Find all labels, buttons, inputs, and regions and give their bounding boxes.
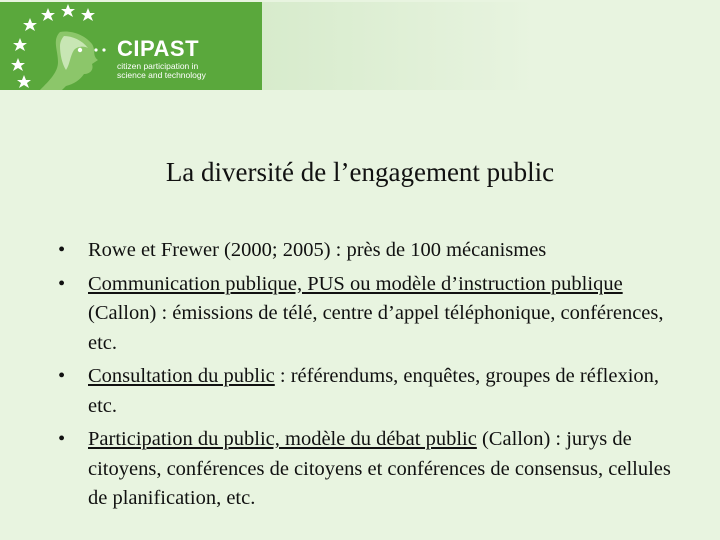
bullet-item	[58, 425, 678, 514]
bullet-underlined-term: Consultation du public	[88, 365, 275, 387]
bullet-text: (Callon) : jurys de citoyens, conférences de citoyens et conférences de consensus, cellules de planification, etc.	[88, 428, 671, 509]
brand-logo	[117, 38, 207, 80]
face-profile-icon	[40, 32, 106, 91]
bullet-text: : référendums, enquêtes, groupes de réflexion, etc.	[88, 365, 660, 417]
bullet-dot: •	[58, 239, 66, 261]
bullet-dot: •	[58, 272, 66, 295]
bullet-underlined-term: Participation du public, modèle du débat public	[88, 428, 477, 450]
bullet-text: (Callon) : émissions de télé, centre d’appel téléphonique, conférences, etc.	[88, 302, 664, 354]
slide-title: La diversité de l’engagement public	[165, 157, 555, 187]
bullet-list	[58, 236, 678, 518]
bullet-dot: •	[58, 428, 66, 450]
bullet-underlined-term: Communication publique, PUS ou modèle d’instruction publique	[88, 272, 623, 295]
header-banner	[0, 0, 720, 96]
brand-tagline-line2: science and technology	[117, 70, 206, 80]
brand-tagline	[117, 62, 207, 80]
bullet-text: Rowe et Frewer (2000; 2005) : près de 100 mécanismes	[88, 239, 547, 261]
brand-name: CIPAST	[117, 36, 200, 61]
brand-tagline-line1: citizen participation in	[117, 61, 199, 71]
banner-fade	[262, 2, 720, 90]
bullet-item	[58, 362, 678, 421]
bullet-dot: •	[58, 365, 66, 387]
bullet-item	[58, 270, 678, 359]
bullet-item	[58, 236, 678, 266]
